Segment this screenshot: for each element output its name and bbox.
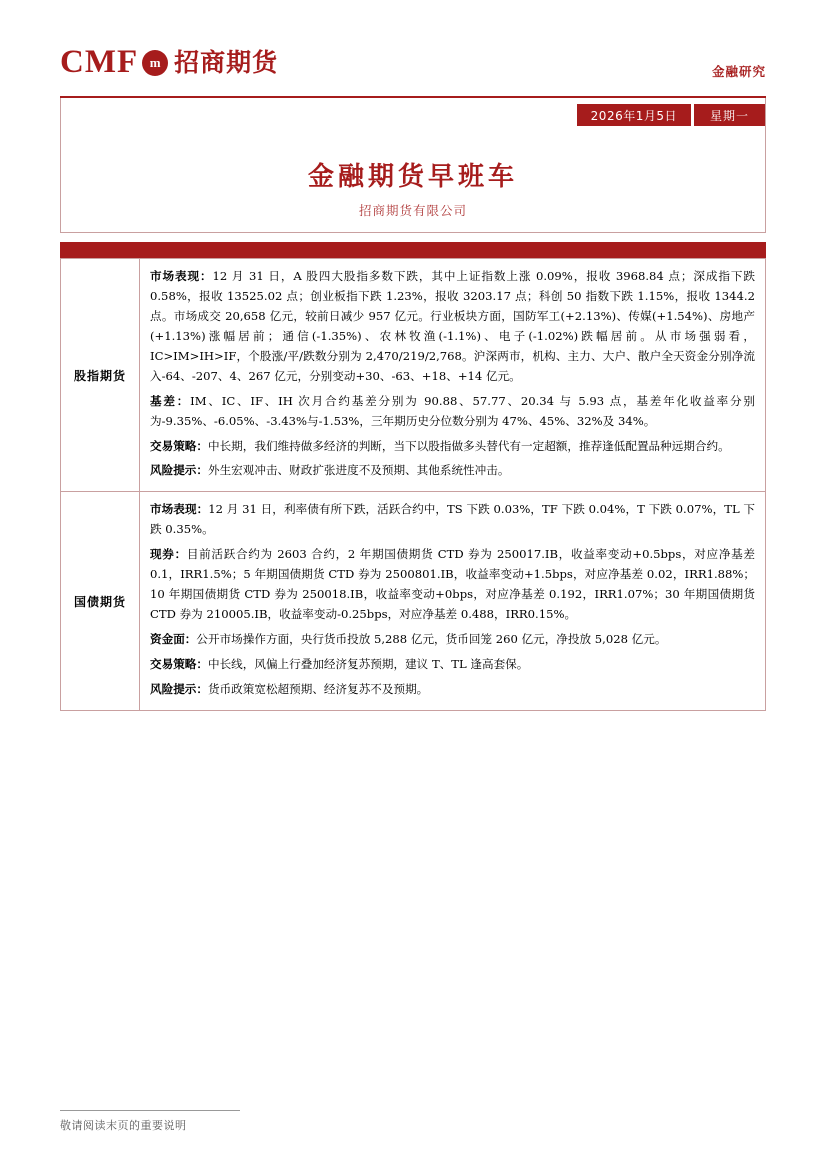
- paragraph-label: 现券：: [150, 547, 187, 562]
- footer-note: 敬请阅读末页的重要说明: [60, 1119, 187, 1132]
- title-block: [60, 98, 766, 233]
- section-body-equity-index: [140, 259, 766, 492]
- paragraph: [150, 267, 755, 387]
- paragraph: [150, 461, 755, 481]
- paragraph-text: 目前活跃合约为 2603 合约，2 年期国债期货 CTD 券为 250017.IB，收益率变动+0.5bps，对应净基差 0.1，IRR1.5%；5 年期国债期货 CTD 券为 2500801.IB，收益率变动+1.5bps，对应净基差 0.02，IRR1.88%；10 年期国债期货 CTD 券为 250018.IB，收益率变动+0bps，对应净基差 0.192，IRR1.07%；30 年期国债期货 CTD 券为 210005.IB，收益率变动-0.25bps，对应净基差 0.488，IRR0.15%。: [150, 547, 755, 622]
- paragraph-text: 12 月 31 日，A 股四大股指多数下跌，其中上证指数上涨 0.09%，报收 3968.84 点；深成指下跌 0.58%，报收 13525.02 点；创业板指下跌 1.23%，报收 3203.17 点；科创 50 指数下跌 1.15%，报收 1344.2 点。市场成交 20,658 亿元，较前日减少 957 亿元。行业板块方面，国防军工(+2.13%)、传媒(+1.54%)、房地产(+1.13%)涨幅居前；通信(-1.35%)、农林牧渔(-1.1%)、电子(-1.02%)跌幅居前。从市场强弱看，IC>IM>IH>IF，个股涨/平/跌数分别为 2,470/219/2,768。沪深两市，机构、主力、大户、散户全天资金分别净流入-64、-207、4、267 亿元，分别变动+30、-63、+18、+14 亿元。: [150, 269, 755, 383]
- paragraph-label: 市场表现：: [150, 502, 209, 517]
- section-divider-band: [60, 242, 766, 258]
- paragraph-text: IM、IC、IF、IH 次月合约基差分别为 90.88、57.77、20.34 与 5.93 点，基差年化收益率分别为-9.35%、-6.05%、-3.43%与-1.53%，三年期历史分位数分别为 47%、45%、32%及 34%。: [150, 393, 755, 428]
- paragraph: [150, 680, 755, 700]
- paragraph-text: 货币政策宽松超预期、经济复苏不及预期。: [207, 681, 429, 696]
- paragraph: [150, 437, 755, 457]
- table-row: [61, 492, 766, 710]
- publish-date: 2026年1月5日: [577, 104, 691, 126]
- paragraph-label: 交易策略：: [150, 656, 208, 671]
- logo-company-name: 招商期货: [174, 48, 279, 77]
- paragraph-label: 风险提示：: [150, 681, 208, 696]
- publish-weekday: 星期一: [694, 104, 765, 126]
- document-header: [60, 46, 766, 94]
- paragraph: [150, 630, 755, 650]
- paragraph: [150, 500, 755, 540]
- paragraph-text: 中长期，我们维持做多经济的判断，当下以股指做多头替代有一定超额，推荐逢低配置品种远期合约。: [207, 438, 730, 453]
- date-strip: [577, 104, 765, 126]
- logo-badge-icon: m: [142, 50, 168, 76]
- page-title: 金融期货早班车: [307, 162, 518, 192]
- paragraph-text: 12 月 31 日，利率债有所下跌，活跃合约中，TS 下跌 0.03%，TF 下跌 0.04%，T 下跌 0.07%，TL 下跌 0.35%。: [150, 502, 755, 537]
- page-subtitle: 招商期货有限公司: [358, 203, 467, 218]
- paragraph-label: 基差：: [150, 393, 191, 408]
- header-department: 金融研究: [711, 64, 766, 79]
- paragraph: [150, 655, 755, 675]
- paragraph-text: 公开市场操作方面，央行货币投放 5,288 亿元，货币回笼 260 亿元，净投放 5,028 亿元。: [196, 632, 667, 646]
- paragraph-label: 市场表现：: [150, 269, 213, 283]
- footer-divider: [60, 1110, 240, 1111]
- paragraph-label: 交易策略：: [150, 438, 208, 453]
- paragraph-label: 资金面：: [150, 632, 197, 646]
- paragraph-text: 中长线，风偏上行叠加经济复苏预期，建议 T、TL 逢高套保。: [207, 656, 529, 671]
- paragraph: [150, 545, 755, 625]
- paragraph: [150, 392, 755, 432]
- table-row: [61, 259, 766, 492]
- section-body-treasury-futures: [140, 492, 766, 710]
- company-logo: [60, 46, 278, 79]
- content-table: [60, 258, 766, 711]
- paragraph-text: 外生宏观冲击、财政扩张进度不及预期、其他系统性冲击。: [207, 463, 510, 478]
- logo-initials: CMF: [60, 44, 139, 80]
- paragraph-label: 风险提示：: [150, 463, 208, 478]
- section-category-equity-index: 股指期货: [61, 259, 140, 492]
- section-category-treasury-futures: 国债期货: [61, 492, 140, 710]
